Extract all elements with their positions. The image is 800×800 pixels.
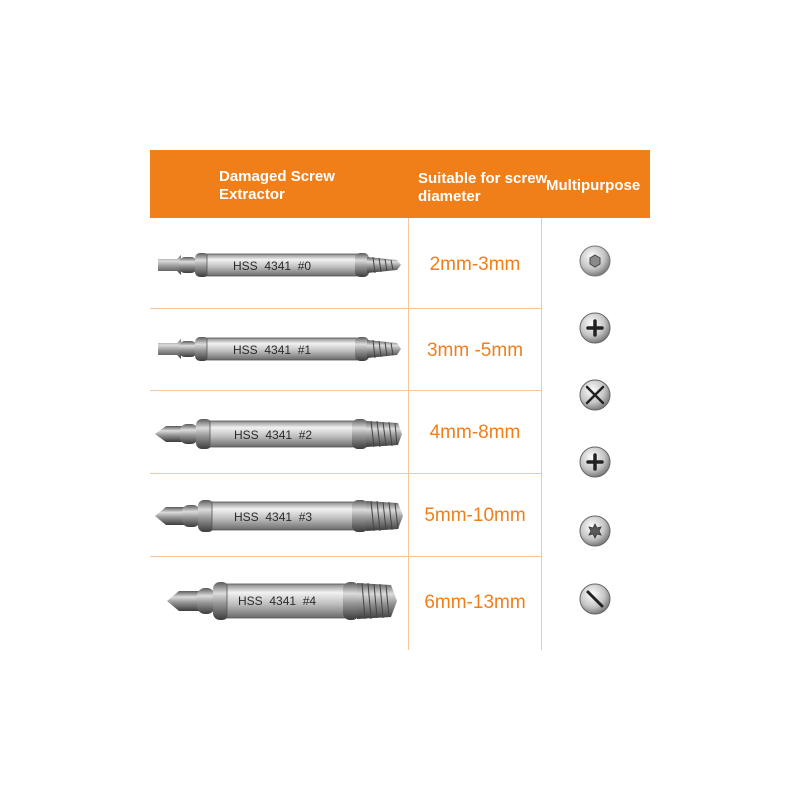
row-divider bbox=[150, 556, 541, 557]
header-diameter: Suitable for screw diameter bbox=[418, 170, 548, 205]
diameter-cell: 5mm-10mm bbox=[424, 505, 526, 526]
row-divider bbox=[150, 308, 541, 309]
bit-label: HSS 4341 #2 bbox=[234, 428, 313, 442]
torx-screw-icon bbox=[578, 514, 612, 548]
bit-label: HSS 4341 #4 bbox=[238, 594, 317, 608]
hex-socket-screw-icon bbox=[578, 244, 612, 278]
phillips-screw-icon bbox=[578, 445, 612, 479]
header-multipurpose: Multipurpose bbox=[546, 177, 641, 194]
diameter-cell: 3mm -5mm bbox=[426, 340, 524, 361]
cross-x-screw-icon bbox=[578, 378, 612, 412]
extractor-bit-3 bbox=[152, 494, 407, 538]
phillips-screw-icon bbox=[578, 311, 612, 345]
diameter-cell: 6mm-13mm bbox=[424, 592, 526, 613]
row-divider bbox=[150, 390, 541, 391]
extractor-bit-0 bbox=[155, 245, 405, 285]
diameter-cell: 2mm-3mm bbox=[429, 254, 521, 275]
column-divider bbox=[541, 218, 542, 650]
bit-label: HSS 4341 #0 bbox=[233, 259, 312, 273]
extractor-bit-2 bbox=[152, 412, 407, 456]
header-extractor: Damaged Screw Extractor bbox=[219, 168, 335, 203]
row-divider bbox=[150, 473, 541, 474]
slotted-screw-icon bbox=[578, 582, 612, 616]
extractor-bit-1 bbox=[155, 329, 405, 369]
bit-label: HSS 4341 #3 bbox=[234, 510, 313, 524]
table-header bbox=[150, 150, 650, 218]
extractor-bit-4 bbox=[165, 577, 405, 625]
diameter-cell: 4mm-8mm bbox=[429, 422, 521, 443]
bit-label: HSS 4341 #1 bbox=[233, 343, 312, 357]
